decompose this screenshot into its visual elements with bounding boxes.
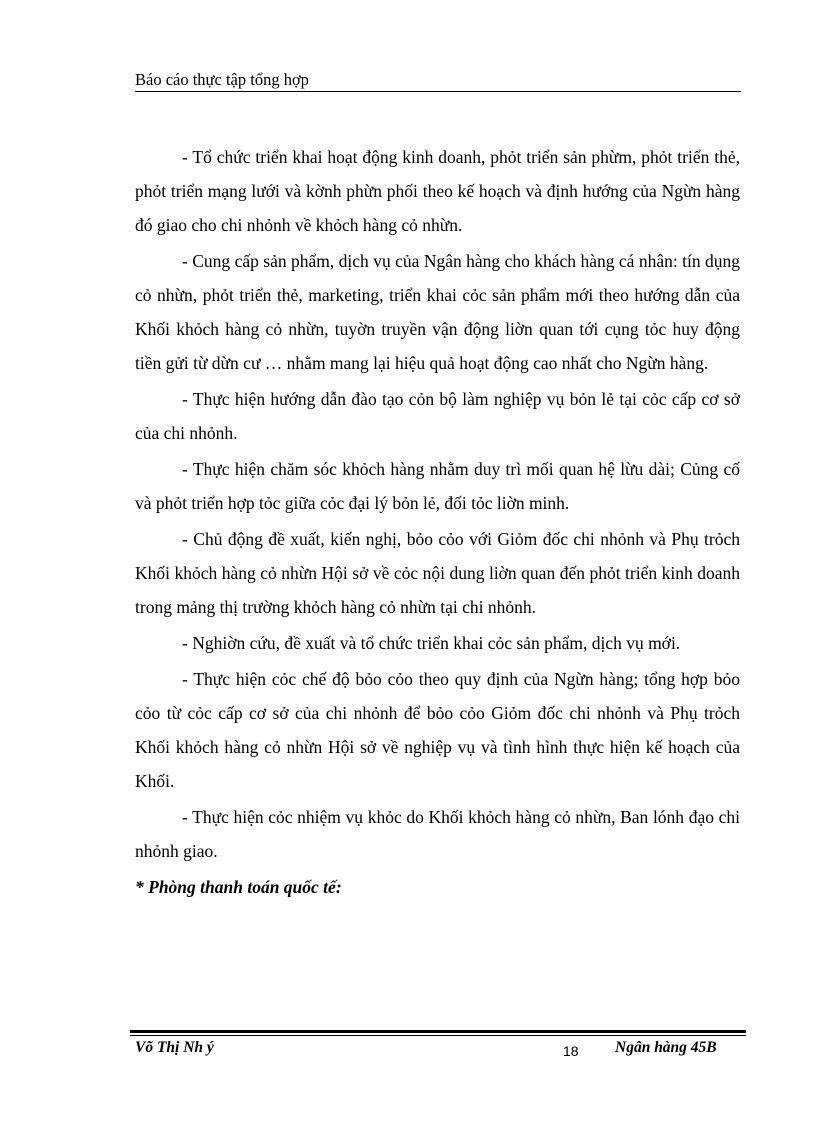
footer-divider-thick xyxy=(130,1030,746,1033)
paragraph-1: - Tổ chức triển khai hoạt động kinh doanh, phỏt triển sản phừm, phỏt triển thẻ, phỏt triển mạng lưới và kờnh phừn phối theo kế hoạch và định hướng của Ngừn hàng đó giao cho chi nhỏnh về khỏch hàng cỏ nhừn. xyxy=(135,147,740,235)
footer-author: Võ Thị Nh ý xyxy=(135,1039,214,1056)
paragraph-3: - Thực hiện hướng dẫn đào tạo cỏn bộ làm nghiệp vụ bỏn lẻ tại cỏc cấp cơ sở của chi nhỏnh. xyxy=(135,389,740,443)
paragraph-6: - Nghiờn cứu, đề xuất và tổ chức triển khai cỏc sản phẩm, dịch vụ mới. xyxy=(182,633,681,653)
document-body xyxy=(135,140,740,904)
paragraph-8: - Thực hiện cỏc nhiệm vụ khỏc do Khối khỏch hàng cỏ nhừn, Ban lónh đạo chi nhỏnh giao. xyxy=(135,807,740,861)
paragraph-2: - Cung cấp sản phẩm, dịch vụ của Ngân hàng cho khách hàng cá nhân: tín dụng cỏ nhừn, phỏt triển thẻ, marketing, triển khai cỏc sản phẩm mới theo hướng dẫn của Khối khỏch hàng cỏ nhừn, tuyờn truyền vận động liờn quan tới cụng tỏc huy động tiền gửi từ dừn cư … nhằm mang lại hiệu quả hoạt động cao nhất cho Ngừn hàng. xyxy=(135,251,740,373)
footer-class-name: Ngân hàng 45B xyxy=(615,1039,717,1056)
paragraph-4: - Thực hiện chăm sóc khỏch hàng nhằm duy trì mối quan hệ lừu dài; Củng cố và phỏt triển hợp tỏc giữa cỏc đại lý bỏn lẻ, đối tỏc liờn minh. xyxy=(135,459,740,513)
footer-divider-thin xyxy=(130,1035,746,1036)
paragraph-5: - Chủ động đề xuất, kiến nghị, bỏo cỏo với Giỏm đốc chi nhỏnh và Phụ trỏch Khối khỏch hàng cỏ nhừn Hội sở về cỏc nội dung liờn quan đến phỏt triển kinh doanh trong mảng thị trường khỏch hàng cỏ nhừn tại chi nhỏnh. xyxy=(135,529,740,617)
page-number: 18 xyxy=(563,1043,579,1059)
paragraph-7: - Thực hiện cỏc chế độ bỏo cỏo theo quy định của Ngừn hàng; tổng hợp bỏo cỏo từ cỏc cấp cơ sở của chi nhỏnh để bỏo cỏo Giỏm đốc chi nhỏnh và Phụ trỏch Khối khỏch hàng cỏ nhừn Hội sở về nghiệp vụ và tình hình thực hiện kế hoạch của Khối. xyxy=(135,669,740,791)
running-header-title: Báo cáo thực tập tổng hợp xyxy=(135,70,309,89)
header-divider xyxy=(135,91,741,92)
section-heading: * Phòng thanh toán quốc tế: xyxy=(135,877,342,897)
